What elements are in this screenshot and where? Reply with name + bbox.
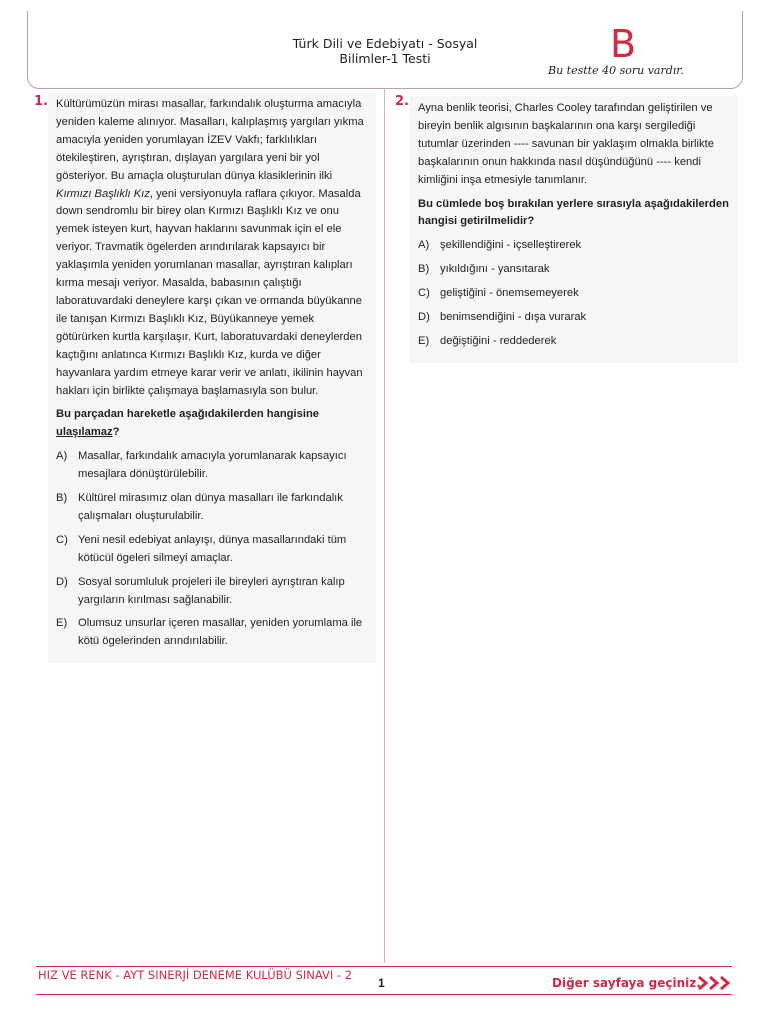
option-label: E)	[418, 334, 430, 347]
question-2	[418, 96, 738, 363]
question-1-option-a[interactable]	[56, 448, 368, 484]
question-1-option-b[interactable]	[56, 490, 368, 526]
question-1-passage-italic: Kırmızı Başlıklı Kız	[56, 187, 150, 200]
option-text: Yeni nesil edebiyat anlayışı, dünya masallarındaki tüm kötücül ögeleri silmeyi amaçlar.	[78, 533, 347, 564]
question-1-stem-part-1: Bu parçadan hareketle aşağıdakilerden hangisine	[56, 408, 320, 421]
option-text: yıkıldığını - yansıtarak	[440, 263, 550, 276]
question-1-option-d[interactable]	[56, 574, 368, 610]
question-1-options	[56, 448, 368, 651]
option-label: B)	[418, 263, 430, 276]
question-1-passage	[56, 96, 368, 400]
question-1	[56, 92, 376, 663]
question-count-note: Bu testte 40 soru vardır.	[548, 64, 684, 77]
question-2-option-a[interactable]	[418, 237, 730, 255]
question-2-passage: Ayna benlik teorisi, Charles Cooley tarafından geliştirilen ve bireyin benlik algısının başkalarının ona karşı sergilediği tutumlar üzerinden ---- savunan bir yaklaşım olmakla birlikte başkalarının onun hakkında nasıl düşündüğünü ---- kendi kimliğini inşa etmesiyle tanımlanır.	[418, 102, 714, 186]
booklet-letter: B	[609, 22, 637, 66]
test-title-line-2: Bilimler-1 Testi	[339, 51, 431, 66]
option-text: benimsendiğini - dışa vurarak	[440, 311, 587, 324]
option-label: B)	[56, 492, 68, 505]
question-2-option-e[interactable]	[418, 333, 730, 351]
option-text: geliştiğini - önemsemeyerek	[440, 287, 579, 300]
question-1-stem	[56, 406, 368, 442]
question-1-passage-part-2: , yeni versiyonuyla raflara çıkıyor. Masalda down sendromlu bir birey olan Kırmızı Başlıklı Kız ve onu yemek isteyen kurt, hayvan haklarını savunmak için el ele veriyor. Travmatik ögelerden arındırılarak kapsayıcı bir yaklaşımla yeniden yorumlanan masallar, ayrıştıran kalıpları kırma mesajı veriyor. Masalda, babasının çalıştığı laboratuvardaki deneylere karşı çıkan ve ormanda büyükanne ile tanışan Kırmızı Başlıklı Kız, Büyükanneye yemek götürürken kurtla karşılaşır. Kurt, laboratuvardaki deneylerden kaçtığını anlatınca Kırmızı Başlıklı Kız, kurda ve diğer hayvanlara yardım etmeye karar verir ve anlatı, ikilinin hayvan hakları için birlikte çalışmaya başlamasıyla son bulur.	[56, 187, 363, 397]
triple-chevron-right-icon	[697, 975, 733, 991]
page-number: 1	[378, 976, 385, 990]
question-number-2: 2.	[395, 94, 409, 109]
question-1-stem-negative-word: ulaşılamaz	[56, 426, 113, 439]
option-label: C)	[56, 533, 68, 546]
footer-rule-top	[36, 966, 732, 967]
question-2-option-c[interactable]	[418, 285, 730, 303]
question-2-option-b[interactable]	[418, 261, 730, 279]
option-label: A)	[418, 239, 430, 252]
option-label: D)	[56, 575, 68, 588]
option-label: D)	[418, 311, 430, 324]
option-label: C)	[418, 287, 430, 300]
option-text: değiştiğini - reddederek	[440, 334, 557, 347]
question-2-option-d[interactable]	[418, 309, 730, 327]
column-divider	[384, 89, 385, 963]
option-label: A)	[56, 450, 68, 463]
option-text: Kültürel mirasımız olan dünya masalları ile farkındalık çalışmaları oluşturulabilir.	[78, 492, 343, 522]
question-2-stem: Bu cümlede boş bırakılan yerlere sırasıyla aşağıdakilerden hangisi getirilmelidir?	[418, 197, 729, 228]
option-text: şekillendiğini - içselleştirerek	[440, 239, 582, 252]
question-2-body	[410, 96, 738, 363]
question-number-1: 1.	[34, 94, 48, 109]
option-text: Sosyal sorumluluk projeleri ile bireyleri ayrıştıran kalıp yargıların kırılması sağlanabilir.	[78, 575, 345, 606]
option-text: Olumsuz unsurlar içeren masallar, yeniden yorumlama ile kötü ögelerinden arındırılabilir.	[78, 617, 363, 648]
next-page-text: Diğer sayfaya geçiniz.	[552, 976, 701, 990]
question-1-stem-part-2: ?	[112, 426, 120, 439]
question-1-body	[48, 92, 376, 663]
footer-exam-name: HIZ VE RENK - AYT SINERJİ DENEME KULÜBÜ SINAVI - 2	[38, 968, 353, 982]
option-label: E)	[56, 617, 68, 630]
test-title-line-1: Türk Dili ve Edebiyatı - Sosyal	[292, 36, 478, 51]
question-1-passage-part-1: Kültürümüzün mirası masallar, farkındalık oluşturma amacıyla yeniden kaleme alınıyor. Masalları, kalıplaşmış yargıları yıkma amacıyla yeniden yorumlayan İZEV Vakfı; farklılıkları ötekileştiren, ayrıştıran, dışlayan yargılara yeni bir yol gösteriyor. Bu amaçla oluşturulan dünya klasiklerinin ilki	[56, 98, 364, 182]
test-title	[250, 36, 520, 66]
option-text: Masallar, farkındalık amacıyla yorumlanarak kapsayıcı mesajlara dönüştürülebilir.	[78, 450, 347, 481]
footer-rule-bottom	[36, 994, 732, 995]
question-1-option-c[interactable]	[56, 532, 368, 568]
question-2-options	[418, 237, 730, 351]
question-1-option-e[interactable]	[56, 615, 368, 651]
